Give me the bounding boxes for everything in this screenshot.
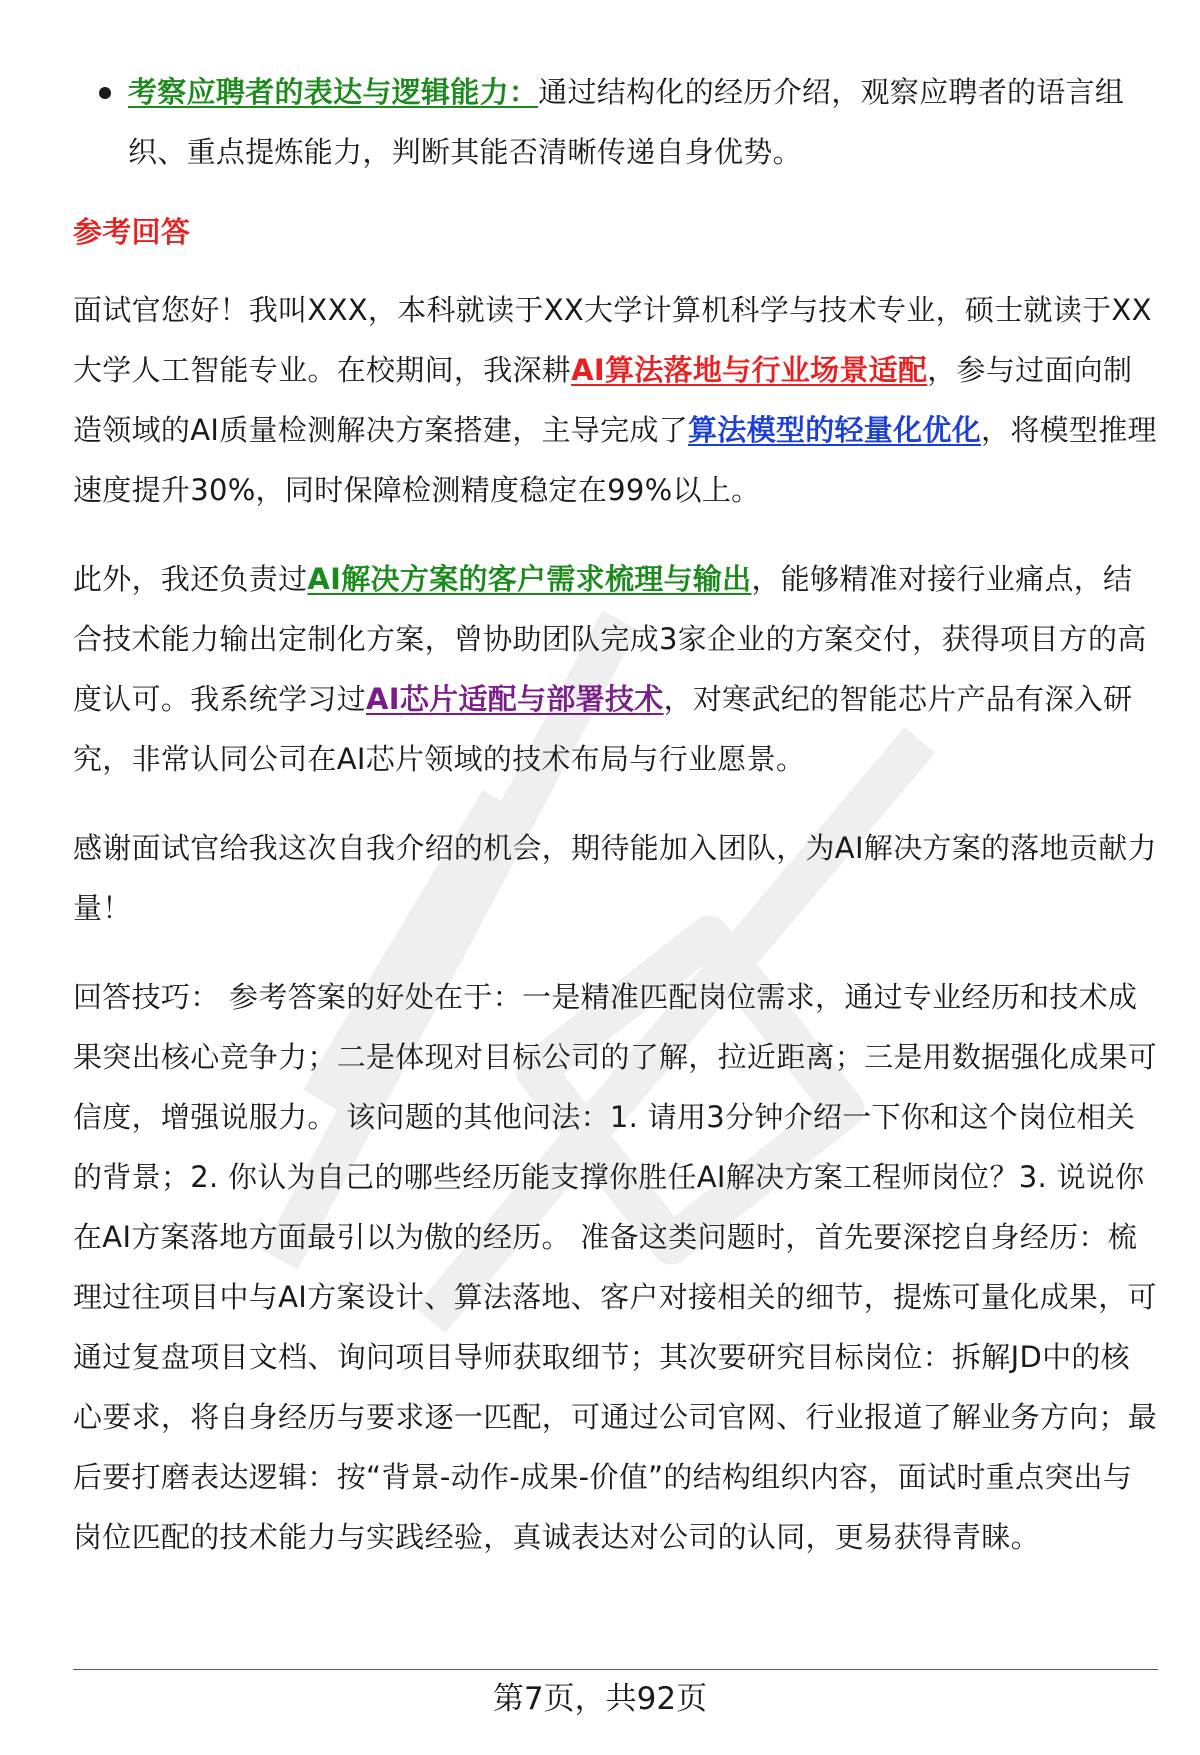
highlight-label: 考察应聘者的表达与逻辑能力： <box>128 75 539 109</box>
paragraph-intro <box>73 280 1158 520</box>
document-content <box>73 62 1158 1567</box>
footer-divider <box>73 1669 1158 1670</box>
paragraph-text: ，对寒武纪的智能芯片产品有深入研究，非常认同公司在AI芯片领域的技术布局与行业愿景。 <box>73 682 1133 776</box>
section-heading: 参考回答 <box>73 215 191 249</box>
bullet-point <box>99 87 111 99</box>
paragraph-closing: 感谢面试官给我这次自我介绍的机会，期待能加入团队，为AI解决方案的落地贡献力量！ <box>73 831 1157 925</box>
paragraph-text: 此外，我还负责过 <box>73 562 308 596</box>
paragraph-text: ，参与过面向制造领域的AI质量检测解决方案搭建，主导完成了 <box>73 353 1133 447</box>
highlight-keyword: AI芯片适配与部署技术 <box>366 682 664 716</box>
bullet-text: 通过结构化的经历介绍，观察应聘者的语言组织、重点提炼能力，判断其能否清晰传递自身优势。 <box>128 75 1125 169</box>
page-number: 第7页，共92页 <box>492 1681 708 1717</box>
paragraph-tips: 回答技巧： 参考答案的好处在于：一是精准匹配岗位需求，通过专业经历和技术成果突出核心竞争力；二是体现对目标公司的了解，拉近距离；三是用数据强化成果可信度，增强说服力。 该问题的其他问法：1. 请用3分钟介绍一下你和这个岗位相关的背景；2. 你认为自己的哪些经历能支撑你胜任AI解决方案工程师岗位？3. 说说你在AI方案落地方面最引以为傲的经历。 准备这类问题时，首先要深挖自身经历：梳理过往项目中与AI方案设计、算法落地、客户对接相关的细节，提炼可量化成果，可通过复盘项目文档、询问项目导师获取细节；其次要研究目标岗位：拆解JD中的核心要求，将自身经历与要求逐一匹配，可通过公司官网、行业报道了解业务方向；最后要打磨表达逻辑：按“背景-动作-成果-价值”的结构组织内容，面试时重点突出与岗位匹配的技术能力与实践经验，真诚表达对公司的认同，更易获得青睐。 <box>73 980 1158 1554</box>
paragraph-text: ，能够精准对接行业痛点，结合技术能力输出定制化方案，曾协助团队完成3家企业的方案交付，获得项目方的高度认可。我系统学习过 <box>73 562 1147 716</box>
highlight-keyword: AI算法落地与行业场景适配 <box>571 353 928 387</box>
paragraph-text: ，将模型推理速度提升30%，同时保障检测精度稳定在99%以上。 <box>73 413 1157 507</box>
paragraph-experience <box>73 549 1158 789</box>
highlight-keyword: AI解决方案的客户需求梳理与输出 <box>307 562 752 596</box>
list-item <box>73 62 1158 182</box>
highlight-keyword: 算法模型的轻量化优化 <box>688 413 982 447</box>
paragraph-text: 面试官您好！我叫XXX，本科就读于XX大学计算机科学与技术专业，硕士就读于XX大学人工智能专业。在校期间，我深耕 <box>73 293 1152 387</box>
